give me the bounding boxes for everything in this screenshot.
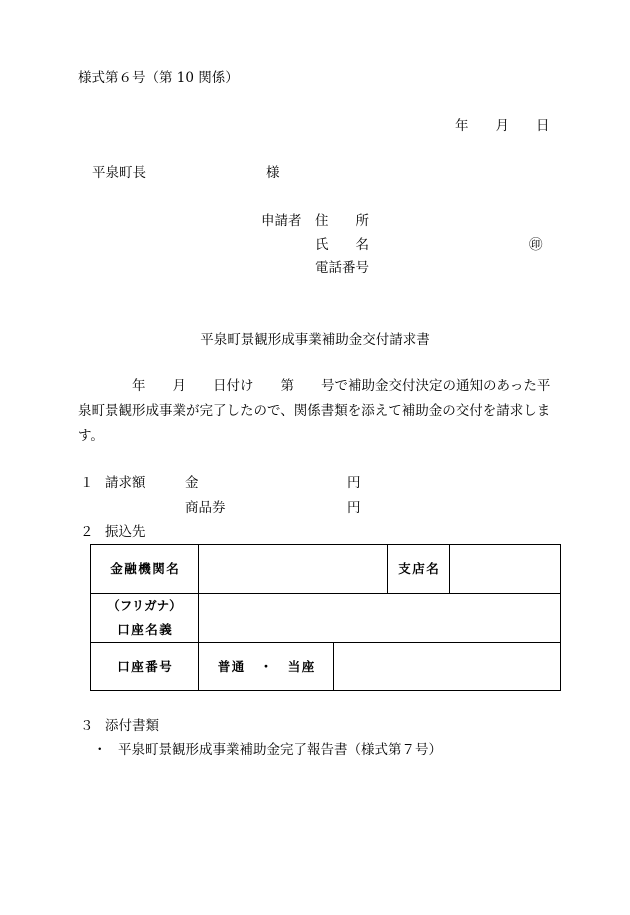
seal-mark: ㊞: [529, 237, 543, 253]
body-line: 年 月 日付け 第 号で補助金交付決定の通知のあった平: [78, 378, 551, 394]
furigana-label: （フリガナ）: [107, 598, 182, 613]
applicant-label: 申請者: [261, 213, 302, 229]
section-3-number: ３: [80, 718, 94, 734]
bank-name-label: 金融機関名: [110, 561, 181, 576]
account-holder-label: 口座名義: [117, 622, 174, 637]
branch-field: [449, 544, 561, 594]
applicant-name-label: 氏 名: [315, 237, 369, 253]
account-type-cell: [198, 642, 334, 691]
addressee-name: 平泉町長: [92, 165, 146, 181]
bank-name-label-cell: [90, 544, 199, 594]
branch-label: 支店名: [398, 561, 441, 576]
form-number: 様式第６号（第 10 関係）: [78, 70, 239, 86]
account-number-label: 口座番号: [117, 658, 174, 674]
body-line: す。: [78, 428, 104, 444]
account-number-label-cell: [90, 642, 199, 691]
document-title: 平泉町景観形成事業補助金交付請求書: [200, 332, 430, 348]
section-2-label: 振込先: [105, 524, 146, 540]
account-holder-label-cell: [90, 593, 199, 643]
amount-cash-unit: 円: [347, 475, 361, 491]
addressee-honorific: 様: [266, 165, 280, 181]
body-line: 泉町景観形成事業が完了したので、関係書類を添えて補助金の交付を請求しま: [78, 403, 551, 419]
attachment-bullet: ・: [93, 742, 107, 758]
amount-cash-prefix: 金: [185, 475, 199, 491]
date-line: 年 月 日: [455, 118, 550, 134]
account-number-field: [333, 642, 561, 691]
account-holder-field: [198, 593, 561, 643]
section-1-number: １: [80, 475, 94, 491]
attachment-item: 平泉町景観形成事業補助金完了報告書（様式第７号）: [118, 742, 442, 758]
section-2-number: ２: [80, 524, 94, 540]
applicant-phone-label: 電話番号: [315, 260, 369, 276]
section-3-label: 添付書類: [105, 718, 159, 734]
amount-voucher-prefix: 商品券: [185, 500, 226, 516]
branch-label-cell: [387, 544, 450, 594]
section-1-label: 請求額: [105, 475, 146, 491]
amount-voucher-unit: 円: [347, 500, 361, 516]
bank-name-field: [198, 544, 388, 594]
applicant-address-label: 住 所: [315, 213, 369, 229]
account-type-options: 普通 ・ 当座: [217, 658, 316, 674]
